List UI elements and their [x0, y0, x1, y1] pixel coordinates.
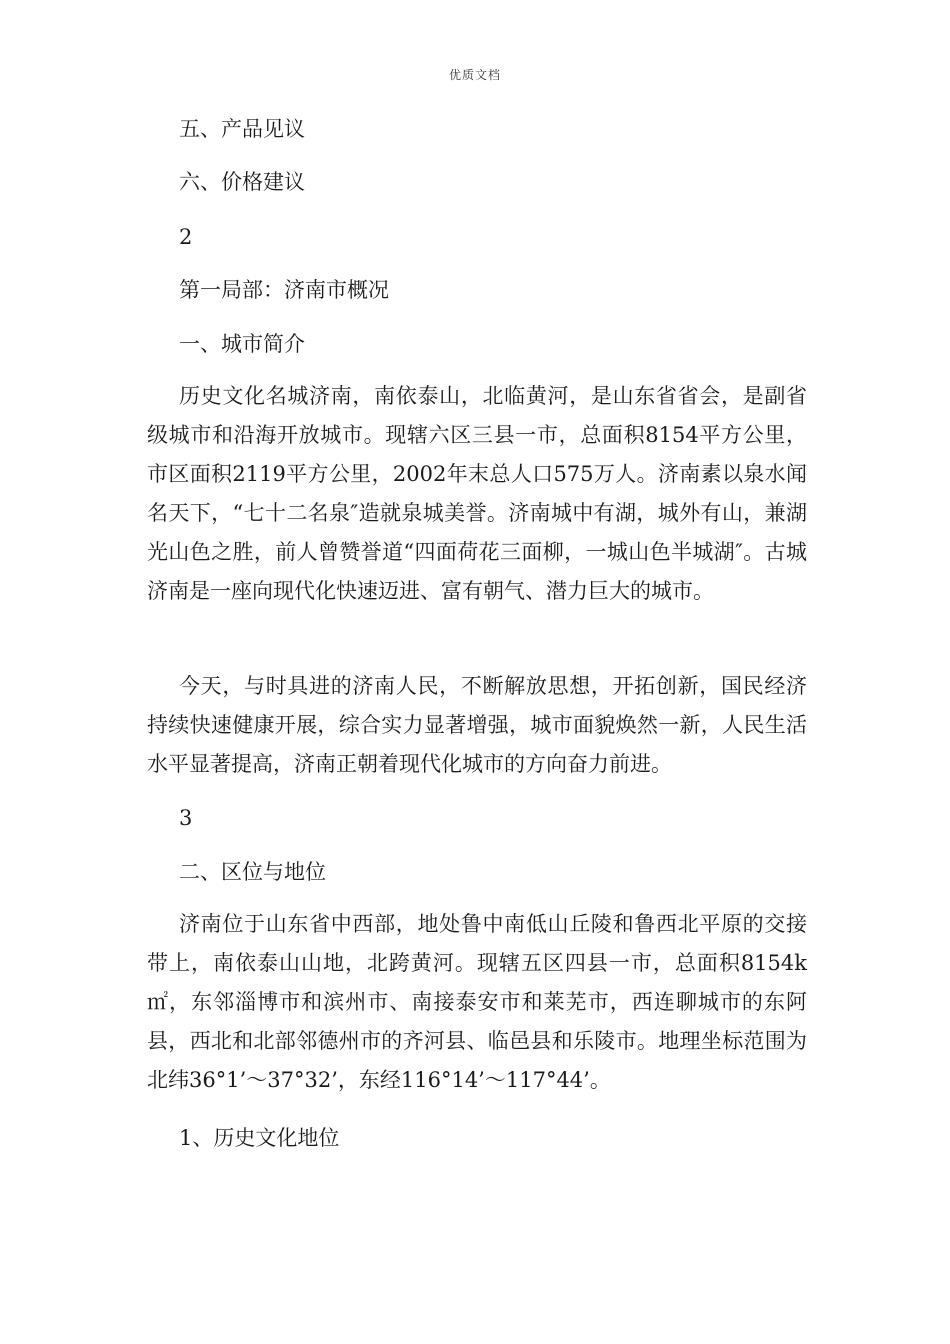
- page-header: 优质文档: [448, 68, 501, 82]
- item-price-suggestion: 六、价格建议: [179, 170, 305, 194]
- paragraph-location: 济南位于山东省中西部，地处鲁中南低山丘陵和鲁西北平原的交接带上，南依泰山山地，北跨黄河。现辖五区四县一市，总面积8154k㎡，东邻淄博市和滨州市、南接泰安市和莱芜市，西连聊城市的东阿县，西北和北部邻德州市的齐河县、临邑县和乐陵市。地理坐标范围为北纬36°1’～37°32’，东经116°14’～117°44’。: [147, 912, 807, 1092]
- page-number-2: 2: [179, 225, 193, 249]
- section-1-title: 一、城市简介: [179, 332, 305, 356]
- page-number-3: 3: [179, 806, 193, 830]
- item-product-opinion: 五、产品见议: [179, 117, 305, 141]
- part-1-title: 第一局部：济南市概况: [179, 278, 389, 302]
- subsection-1-title: 1、历史文化地位: [179, 1126, 340, 1150]
- paragraph-today: 今天，与时具进的济南人民，不断解放思想，开拓创新，国民经济持续快速健康开展，综合实力显著增强，城市面貌焕然一新，人民生活水平显著提高，济南正朝着现代化城市的方向奋力前进。: [147, 674, 807, 776]
- section-2-title: 二、区位与地位: [179, 860, 326, 884]
- paragraph-city-intro: 历史文化名城济南，南依泰山，北临黄河，是山东省省会，是副省级城市和沿海开放城市。现辖六区三县一市，总面积8154平方公里，市区面积2119平方公里，2002年末总人口575万人。济南素以泉水闻名天下，“七十二名泉″造就泉城美誉。济南城中有湖，城外有山，兼湖光山色之胜，前人曾赞誉道“四面荷花三面柳，一城山色半城湖″。古城济南是一座向现代化快速迈进、富有朝气、潜力巨大的城市。: [147, 384, 807, 603]
